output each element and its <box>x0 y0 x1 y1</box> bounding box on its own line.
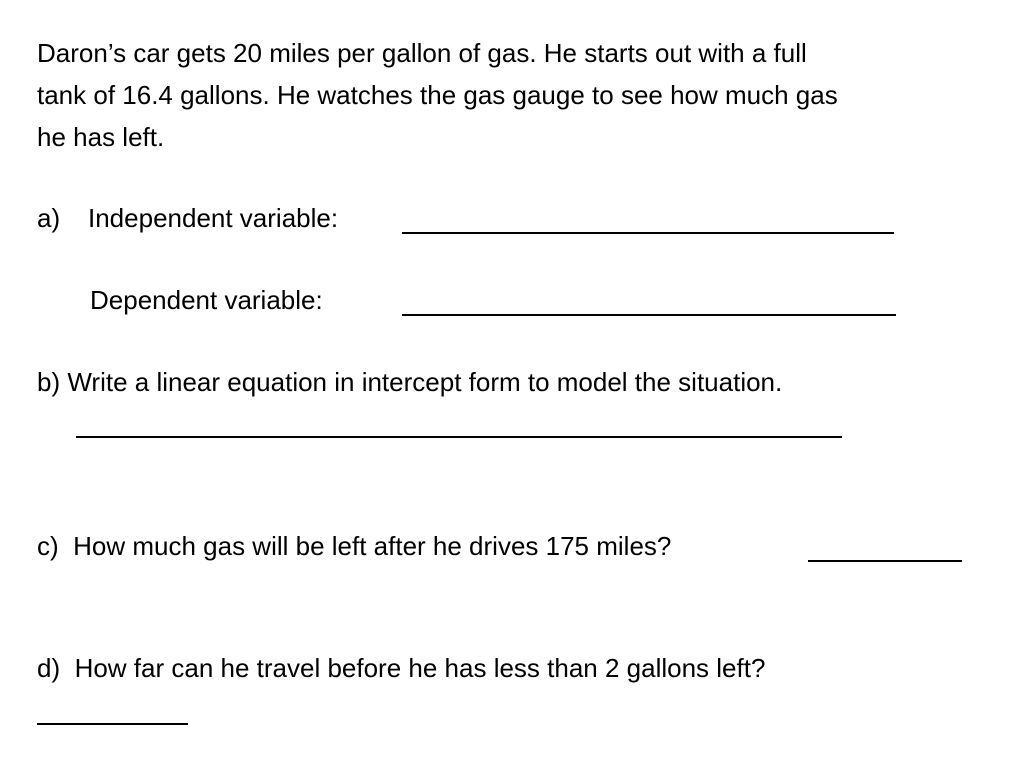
intro-line-2: tank of 16.4 gallons. He watches the gas gauge to see how much gas <box>37 80 838 110</box>
part-c-question: c) How much gas will be left after he drives 175 miles? <box>37 531 672 561</box>
dependent-variable-blank[interactable] <box>402 292 896 316</box>
part-b-question: b) Write a linear equation in intercept form to model the situation. <box>37 367 783 397</box>
independent-variable-label: Independent variable: <box>88 203 339 233</box>
distance-blank[interactable] <box>37 701 188 725</box>
dependent-variable-label: Dependent variable: <box>90 285 323 315</box>
intro-line-3: he has left. <box>37 122 165 152</box>
equation-blank[interactable] <box>76 414 842 438</box>
intro-line-1: Daron’s car gets 20 miles per gallon of gas. He starts out with a full <box>37 38 807 68</box>
part-d-question: d) How far can he travel before he has less than 2 gallons left? <box>37 653 766 683</box>
gas-left-blank[interactable] <box>808 538 962 562</box>
part-a-marker: a) <box>37 203 61 233</box>
independent-variable-blank[interactable] <box>402 210 894 234</box>
